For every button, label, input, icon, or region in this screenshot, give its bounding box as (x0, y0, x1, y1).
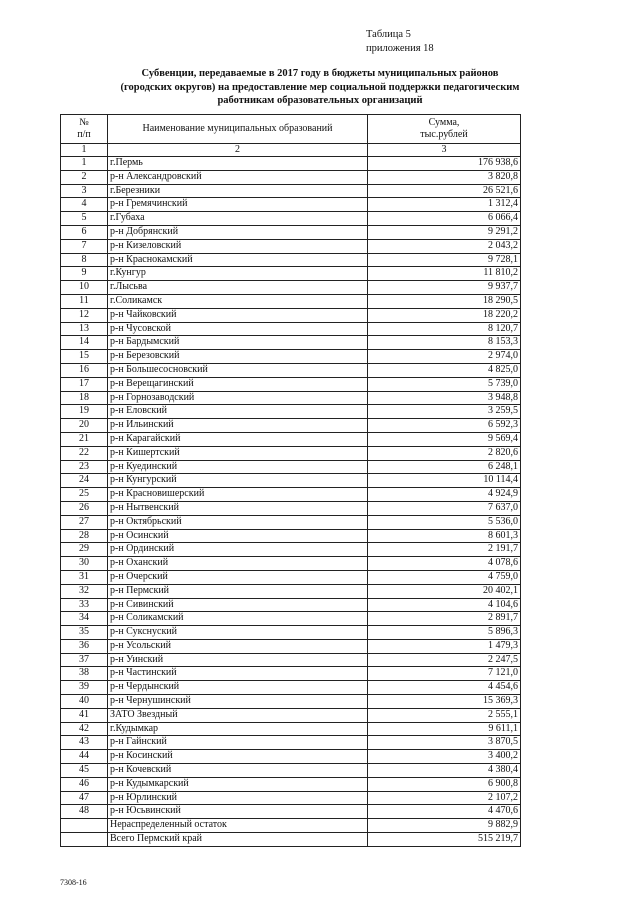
row-sum: 4 380,4 (368, 764, 521, 778)
municipality-name: р-н Кишертский (108, 446, 368, 460)
row-sum: 4 759,0 (368, 570, 521, 584)
municipality-name: р-н Ильинский (108, 419, 368, 433)
row-sum: 8 153,3 (368, 336, 521, 350)
column-index: 3 (368, 144, 521, 157)
municipality-name: р-н Сивинский (108, 598, 368, 612)
municipality-name: р-н Александровский (108, 170, 368, 184)
table-row (61, 570, 521, 584)
table-row (61, 598, 521, 612)
row-sum: 4 104,6 (368, 598, 521, 612)
row-number: 19 (61, 405, 108, 419)
table-row (61, 501, 521, 515)
column-index: 2 (108, 144, 368, 157)
row-sum: 3 870,5 (368, 736, 521, 750)
row-number: 38 (61, 667, 108, 681)
municipality-name: г.Кунгур (108, 267, 368, 281)
municipality-name: р-н Сукснуский (108, 626, 368, 640)
row-sum: 9 569,4 (368, 432, 521, 446)
row-number (61, 819, 108, 833)
row-number: 33 (61, 598, 108, 612)
row-sum: 4 078,6 (368, 557, 521, 571)
row-number: 17 (61, 377, 108, 391)
table-row (61, 515, 521, 529)
municipality-name: р-н Соликамский (108, 612, 368, 626)
row-number: 34 (61, 612, 108, 626)
table-row (61, 805, 521, 819)
table-row (61, 777, 521, 791)
row-sum: 7 121,0 (368, 667, 521, 681)
municipality-name: р-н Чернушинский (108, 695, 368, 709)
municipality-name: р-н Чайковский (108, 308, 368, 322)
table-row (61, 667, 521, 681)
row-number (61, 833, 108, 847)
municipality-name: р-н Красновишерский (108, 488, 368, 502)
row-number: 5 (61, 212, 108, 226)
row-sum: 5 739,0 (368, 377, 521, 391)
table-row (61, 336, 521, 350)
table-caption (366, 28, 434, 56)
row-number: 36 (61, 639, 108, 653)
table-row (61, 363, 521, 377)
municipality-name: р-н Карагайский (108, 432, 368, 446)
table-row (61, 557, 521, 571)
municipality-name: р-н Горнозаводский (108, 391, 368, 405)
municipality-name: р-н Пермский (108, 584, 368, 598)
municipality-name: г.Соликамск (108, 294, 368, 308)
column-index-row (61, 144, 521, 157)
table-number-label: Таблица 5 (366, 29, 411, 40)
row-sum: 6 900,8 (368, 777, 521, 791)
table-row (61, 681, 521, 695)
table-row (61, 736, 521, 750)
header-name: Наименование муниципальных образований (108, 115, 368, 144)
row-number: 9 (61, 267, 108, 281)
table-row (61, 488, 521, 502)
table-row (61, 377, 521, 391)
table-row (61, 695, 521, 709)
table-row (61, 322, 521, 336)
table-row (61, 239, 521, 253)
table-row (61, 612, 521, 626)
row-number: 44 (61, 750, 108, 764)
title-line-3: работникам образовательных организаций (217, 95, 423, 106)
municipality-name: р-н Октябрьский (108, 515, 368, 529)
row-sum: 7 637,0 (368, 501, 521, 515)
title-line-2: (городских округов) на предоставление мер социальной поддержки педагогическим (120, 81, 520, 93)
row-number: 18 (61, 391, 108, 405)
table-row (61, 419, 521, 433)
row-number: 41 (61, 708, 108, 722)
row-number: 28 (61, 529, 108, 543)
row-number: 2 (61, 170, 108, 184)
municipality-name: р-н Чусовской (108, 322, 368, 336)
row-sum: 11 810,2 (368, 267, 521, 281)
row-number: 16 (61, 363, 108, 377)
municipality-name: р-н Кунгурский (108, 474, 368, 488)
header-number-abbr: п/п (77, 129, 91, 140)
table-row (61, 584, 521, 598)
table-row (61, 653, 521, 667)
row-sum: 2 891,7 (368, 612, 521, 626)
municipality-name: р-н Большесосновский (108, 363, 368, 377)
row-sum: 9 291,2 (368, 225, 521, 239)
row-sum: 4 924,9 (368, 488, 521, 502)
row-number: 35 (61, 626, 108, 640)
municipality-name: р-н Юсьвинский (108, 805, 368, 819)
table-header-row (61, 115, 521, 144)
row-sum: 9 937,7 (368, 281, 521, 295)
row-number: 26 (61, 501, 108, 515)
row-sum: 2 191,7 (368, 543, 521, 557)
title-line-1: Субвенции, передаваемые в 2017 году в бюджеты муниципальных районов (141, 68, 499, 79)
row-sum: 5 896,3 (368, 626, 521, 640)
row-number: 1 (61, 157, 108, 171)
row-sum: 9 611,1 (368, 722, 521, 736)
row-sum: 3 948,8 (368, 391, 521, 405)
table-row (61, 170, 521, 184)
table-row (61, 212, 521, 226)
table-row (61, 432, 521, 446)
row-sum: 18 290,5 (368, 294, 521, 308)
header-number (61, 115, 108, 144)
row-sum: 1 479,3 (368, 639, 521, 653)
municipality-name: р-н Осинский (108, 529, 368, 543)
row-sum: 2 820,6 (368, 446, 521, 460)
municipality-name: р-н Частинский (108, 667, 368, 681)
row-sum: 15 369,3 (368, 695, 521, 709)
municipality-name: р-н Косинский (108, 750, 368, 764)
table-row (61, 722, 521, 736)
row-number: 22 (61, 446, 108, 460)
row-number: 45 (61, 764, 108, 778)
municipality-name: р-н Гайнский (108, 736, 368, 750)
row-sum: 8 601,3 (368, 529, 521, 543)
row-number: 12 (61, 308, 108, 322)
municipality-name: р-н Березовский (108, 350, 368, 364)
header-number-symbol: № (79, 117, 89, 128)
table-row (61, 446, 521, 460)
table-row (61, 308, 521, 322)
row-sum: 10 114,4 (368, 474, 521, 488)
row-number: 7 (61, 239, 108, 253)
row-number: 23 (61, 460, 108, 474)
row-number: 46 (61, 777, 108, 791)
row-sum: 20 402,1 (368, 584, 521, 598)
row-number: 15 (61, 350, 108, 364)
table-row (61, 294, 521, 308)
municipality-name: Нераспределенный остаток (108, 819, 368, 833)
municipality-name: р-н Оханский (108, 557, 368, 571)
table-row (61, 750, 521, 764)
row-number: 30 (61, 557, 108, 571)
row-number: 42 (61, 722, 108, 736)
table-row (61, 184, 521, 198)
row-sum: 6 248,1 (368, 460, 521, 474)
row-number: 48 (61, 805, 108, 819)
municipality-name: г.Губаха (108, 212, 368, 226)
table-row (61, 708, 521, 722)
table-row (61, 157, 521, 171)
municipality-name: р-н Еловский (108, 405, 368, 419)
municipality-name: р-н Уинский (108, 653, 368, 667)
row-number: 8 (61, 253, 108, 267)
document-code: 7308-16 (60, 878, 87, 887)
municipality-name: р-н Верещагинский (108, 377, 368, 391)
municipality-name: р-н Кизеловский (108, 239, 368, 253)
row-sum: 4 454,6 (368, 681, 521, 695)
row-sum: 18 220,2 (368, 308, 521, 322)
row-sum: 2 247,5 (368, 653, 521, 667)
row-sum: 5 536,0 (368, 515, 521, 529)
row-sum: 6 592,3 (368, 419, 521, 433)
header-sum-unit: тыс.рублей (420, 129, 468, 140)
row-number: 14 (61, 336, 108, 350)
row-number: 40 (61, 695, 108, 709)
municipality-name: р-н Усольский (108, 639, 368, 653)
municipality-name: р-н Добрянский (108, 225, 368, 239)
municipality-name: р-н Бардымский (108, 336, 368, 350)
table-row (61, 626, 521, 640)
table-row (61, 529, 521, 543)
table-row (61, 281, 521, 295)
header-sum (368, 115, 521, 144)
municipality-name: р-н Очерский (108, 570, 368, 584)
municipality-name: г.Пермь (108, 157, 368, 171)
row-sum: 9 882,9 (368, 819, 521, 833)
municipality-name: г.Березники (108, 184, 368, 198)
table-row (61, 391, 521, 405)
row-number: 31 (61, 570, 108, 584)
table-row (61, 764, 521, 778)
row-sum: 2 974,0 (368, 350, 521, 364)
row-number: 39 (61, 681, 108, 695)
row-number: 24 (61, 474, 108, 488)
table-row (61, 225, 521, 239)
municipality-name: р-н Кудымкарский (108, 777, 368, 791)
document-title (60, 67, 580, 108)
municipality-name: р-н Ординский (108, 543, 368, 557)
row-number: 13 (61, 322, 108, 336)
row-sum: 515 219,7 (368, 833, 521, 847)
row-number: 3 (61, 184, 108, 198)
row-number: 47 (61, 791, 108, 805)
row-sum: 3 259,5 (368, 405, 521, 419)
subsidy-table (60, 114, 521, 847)
municipality-name: р-н Гремячинский (108, 198, 368, 212)
table-row (61, 198, 521, 212)
row-sum: 176 938,6 (368, 157, 521, 171)
row-sum: 26 521,6 (368, 184, 521, 198)
table-row (61, 639, 521, 653)
row-number: 43 (61, 736, 108, 750)
header-sum-title: Сумма, (428, 117, 460, 128)
column-index: 1 (61, 144, 108, 157)
table-row (61, 474, 521, 488)
row-number: 20 (61, 419, 108, 433)
row-sum: 3 820,8 (368, 170, 521, 184)
row-sum: 6 066,4 (368, 212, 521, 226)
table-row (61, 350, 521, 364)
row-sum: 9 728,1 (368, 253, 521, 267)
row-number: 4 (61, 198, 108, 212)
municipality-name: р-н Кочевский (108, 764, 368, 778)
row-number: 21 (61, 432, 108, 446)
row-sum: 1 312,4 (368, 198, 521, 212)
row-number: 11 (61, 294, 108, 308)
table-row (61, 833, 521, 847)
appendix-label: приложения 18 (366, 43, 434, 54)
row-number: 6 (61, 225, 108, 239)
row-sum: 4 825,0 (368, 363, 521, 377)
municipality-name: р-н Юрлинский (108, 791, 368, 805)
municipality-name: ЗАТО Звездный (108, 708, 368, 722)
municipality-name: г.Кудымкар (108, 722, 368, 736)
municipality-name: г.Лысьва (108, 281, 368, 295)
row-sum: 3 400,2 (368, 750, 521, 764)
table-row (61, 460, 521, 474)
row-sum: 4 470,6 (368, 805, 521, 819)
municipality-name: р-н Куединский (108, 460, 368, 474)
row-number: 10 (61, 281, 108, 295)
row-number: 32 (61, 584, 108, 598)
table-row (61, 819, 521, 833)
row-sum: 8 120,7 (368, 322, 521, 336)
table-row (61, 543, 521, 557)
municipality-name: Всего Пермский край (108, 833, 368, 847)
row-number: 27 (61, 515, 108, 529)
table-row (61, 253, 521, 267)
row-sum: 2 555,1 (368, 708, 521, 722)
row-number: 25 (61, 488, 108, 502)
row-sum: 2 043,2 (368, 239, 521, 253)
municipality-name: р-н Чердынский (108, 681, 368, 695)
row-number: 29 (61, 543, 108, 557)
municipality-name: р-н Нытвенский (108, 501, 368, 515)
table-row (61, 267, 521, 281)
table-row (61, 791, 521, 805)
table-row (61, 405, 521, 419)
municipality-name: р-н Краснокамский (108, 253, 368, 267)
row-sum: 2 107,2 (368, 791, 521, 805)
row-number: 37 (61, 653, 108, 667)
